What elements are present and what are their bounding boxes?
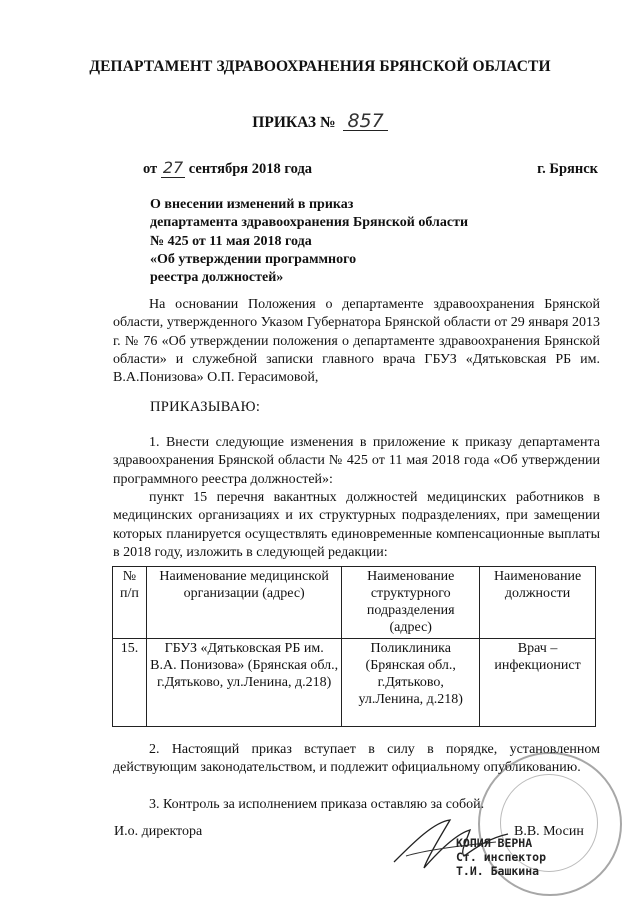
signatory-title: И.о. директора [114, 824, 203, 839]
date-prefix: от [143, 161, 158, 177]
item-1-paragraph [113, 434, 600, 489]
prikazyvayu-heading: ПРИКАЗЫВАЮ: [150, 399, 261, 415]
cell-org: ГБУЗ «Дятьковская РБ им. В.А. Понизова» (Брянская обл., г.Дятьково, ул.Ленина, д.218) [146, 639, 341, 727]
cell-unit: Поликлиника (Брянская обл., г.Дятьково, ул.Ленина, д.218) [342, 639, 480, 727]
order-title [0, 110, 640, 132]
order-date [143, 158, 313, 178]
date-line [143, 158, 598, 178]
positions-table [112, 566, 596, 727]
date-month-year: сентября 2018 года [188, 161, 313, 177]
department-title: ДЕПАРТАМЕНТ ЗДРАВООХРАНЕНИЯ БРЯНСКОЙ ОБЛАСТИ [89, 58, 551, 75]
subject-line: реестра должностей» [150, 270, 284, 286]
subject-line: О внесении изменений в приказ [150, 197, 354, 212]
copy-stamp-line: Т.И. Башкина [456, 864, 540, 878]
copy-stamp-line: КОПИЯ ВЕРНА [456, 836, 533, 850]
header-num: № п/п [113, 567, 147, 639]
cell-num: 15. [113, 639, 147, 727]
order-subject [150, 196, 468, 287]
table-header-row [113, 567, 596, 639]
subject-line: № 425 от 11 мая 2018 года [150, 233, 312, 249]
signatory-name: В.В. Мосин [514, 824, 584, 839]
date-day: 27 [162, 158, 184, 177]
header-unit: Наименование структурного подразделения (адрес) [342, 567, 480, 639]
order-label: ПРИКАЗ № [252, 114, 336, 131]
item-1-sub-paragraph [113, 489, 600, 562]
header-position: Наименование должности [480, 567, 596, 639]
preamble-text: На основании Положения о департаменте здравоохранения Брянской области, утвержденного Указом Губернатора Брянской области от 29 января 2013 г. № 76 «Об утверждении положения о департаменте здравоохранения Брянской области» и служебной записки главного врача ГБУЗ «Дятьковская РБ им. В.А.Понизова» О.П. Герасимовой, [113, 297, 600, 386]
header-org: Наименование медицинской организации (адрес) [146, 567, 341, 639]
table-row [113, 639, 596, 727]
order-number: 857 [343, 113, 387, 131]
order-city: г. Брянск [537, 161, 598, 177]
copy-stamp [456, 836, 546, 878]
item-3-text: 3. Контроль за исполнением приказа оставляю за собой. [149, 797, 485, 812]
subject-line: «Об утверждении программного [150, 251, 357, 267]
item-2-text: 2. Настоящий приказ вступает в силу в порядке, установленном действующим законодательством, и подлежит официальному опубликованию. [113, 742, 600, 776]
preamble-paragraph [113, 296, 600, 387]
item-1-text: 1. Внести следующие изменения в приложение к приказу департамента здравоохранения Брянской области № 425 от 11 мая 2018 года «Об утверждении программного реестра должностей»: [113, 435, 600, 487]
copy-stamp-line: Ст. инспектор [456, 850, 547, 864]
item-1-sub-text: пункт 15 перечня вакантных должностей медицинских работников в медицинских организациях и их структурных подразделениях, при замещении которых планируется осуществлять единовременные компенсационные выплаты в 2018 году, изложить в следующей редакции: [113, 490, 600, 560]
subject-line: департамента здравоохранения Брянской области [150, 215, 469, 231]
cell-position: Врач – инфекционист [480, 639, 596, 727]
